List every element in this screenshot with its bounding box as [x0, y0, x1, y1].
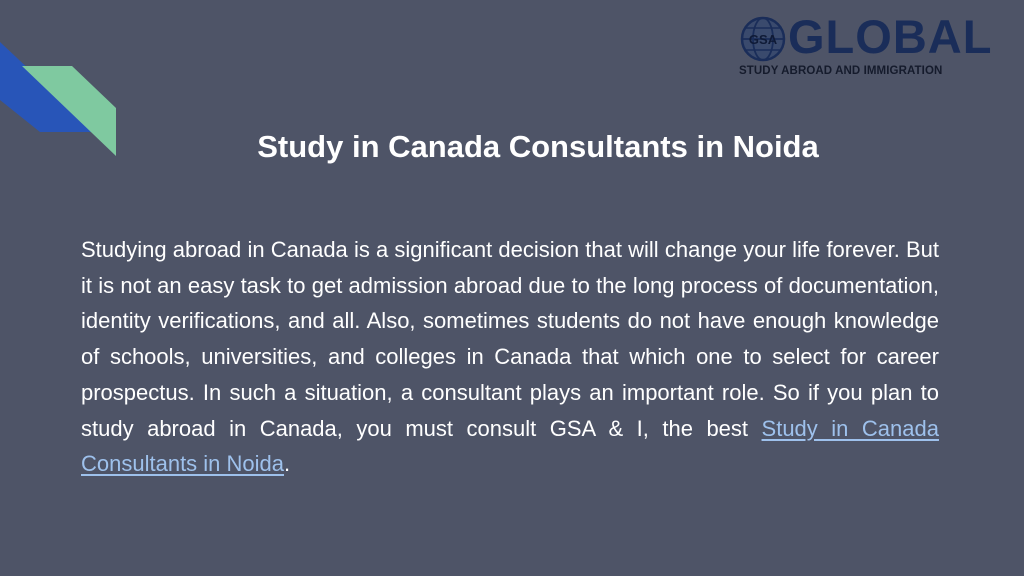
logo-tagline: STUDY ABROAD AND IMMIGRATION [739, 65, 943, 77]
body-paragraph-text: Studying abroad in Canada is a significant decision that will change your life forever. But it is not an easy task to get admission abroad due to the long process of documentation, identity verifications, and all. Also, sometimes students do not have enough knowledge of schools, universities, and colleges in Canada that which one to select for career prospectus. In such a situation, a consultant plays an important role. So if you plan to study abroad in Canada, you must consult GSA & I, the best [81, 237, 939, 441]
globe-icon [738, 14, 788, 64]
body-paragraph [81, 232, 939, 482]
slide-title: Study in Canada Consultants in Noida [257, 129, 819, 164]
logo-wordmark: GLOBAL [788, 10, 993, 63]
body-paragraph-period: . [284, 451, 291, 477]
globe-letters: GSA [748, 32, 778, 47]
consultants-link[interactable]: Study in Canada Consultants in Noida [81, 415, 939, 477]
global-logo [736, 12, 1002, 82]
